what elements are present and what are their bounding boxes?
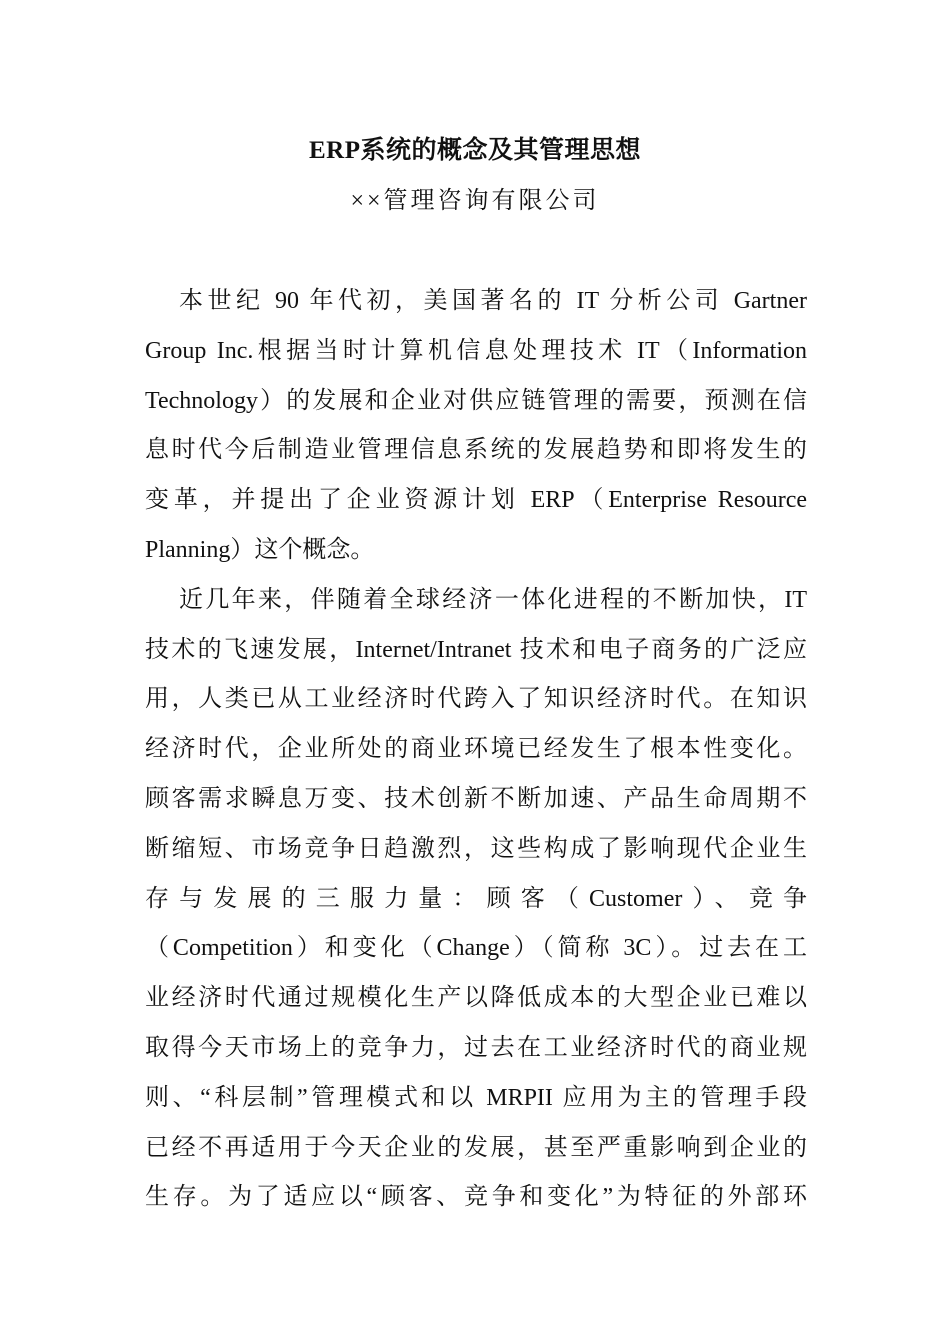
paragraph-line: （Competition）和变化（Change）（简称 3C）。过去在工	[145, 935, 807, 962]
paragraph-line: 本世纪 90 年代初，美国著名的 IT 分析公司 Gartner	[179, 288, 807, 314]
paragraph-line: Technology）的发展和企业对供应链管理的需要，预测在信	[145, 387, 807, 414]
paragraph-line: 顾客需求瞬息万变、技术创新不断加速、产品生命周期不	[145, 785, 807, 812]
paragraph-line: 取得今天市场上的竞争力，过去在工业经济时代的商业规	[145, 1034, 807, 1061]
paragraph-line: 断缩短、市场竞争日趋激烈，这些构成了影响现代企业生	[145, 835, 807, 862]
paragraph-line: 生存。为了适应以“顾客、竞争和变化”为特征的外部环	[145, 1184, 807, 1211]
paragraph-1	[145, 277, 807, 576]
document-subtitle: ××管理咨询有限公司	[350, 188, 600, 214]
paragraph-line: 业经济时代通过规模化生产以降低成本的大型企业已难以	[145, 985, 807, 1012]
paragraph-line: 已经不再适用于今天企业的发展，甚至严重影响到企业的	[145, 1134, 807, 1161]
paragraph-line: 用，人类已从工业经济时代跨入了知识经济时代。在知识	[145, 686, 807, 713]
paragraph-line: 息时代今后制造业管理信息系统的发展趋势和即将发生的	[145, 437, 807, 464]
paragraph-line: 近几年来，伴随着全球经济一体化进程的不断加快，IT	[179, 586, 807, 613]
paragraph-line: Group Inc.根据当时计算机信息处理技术 IT（Information	[145, 337, 807, 364]
paragraph-line: 技术的飞速发展，Internet/Intranet 技术和电子商务的广泛应	[145, 636, 807, 663]
paragraph-line: 存与发展的三服力量：顾客（Customer）、竞争	[145, 885, 807, 912]
paragraph-line: 则、“科层制”管理模式和以 MRPII 应用为主的管理手段	[145, 1084, 807, 1111]
paragraph-line: Planning）这个概念。	[145, 536, 375, 563]
paragraph-line: 变革，并提出了企业资源计划 ERP（Enterprise Resource	[145, 487, 807, 514]
document-title: ERP系统的概念及其管理思想	[308, 137, 641, 164]
paragraph-2	[145, 576, 807, 1223]
paragraph-line: 经济时代，企业所处的商业环境已经发生了根本性变化。	[145, 736, 807, 763]
document-body	[145, 277, 807, 1223]
